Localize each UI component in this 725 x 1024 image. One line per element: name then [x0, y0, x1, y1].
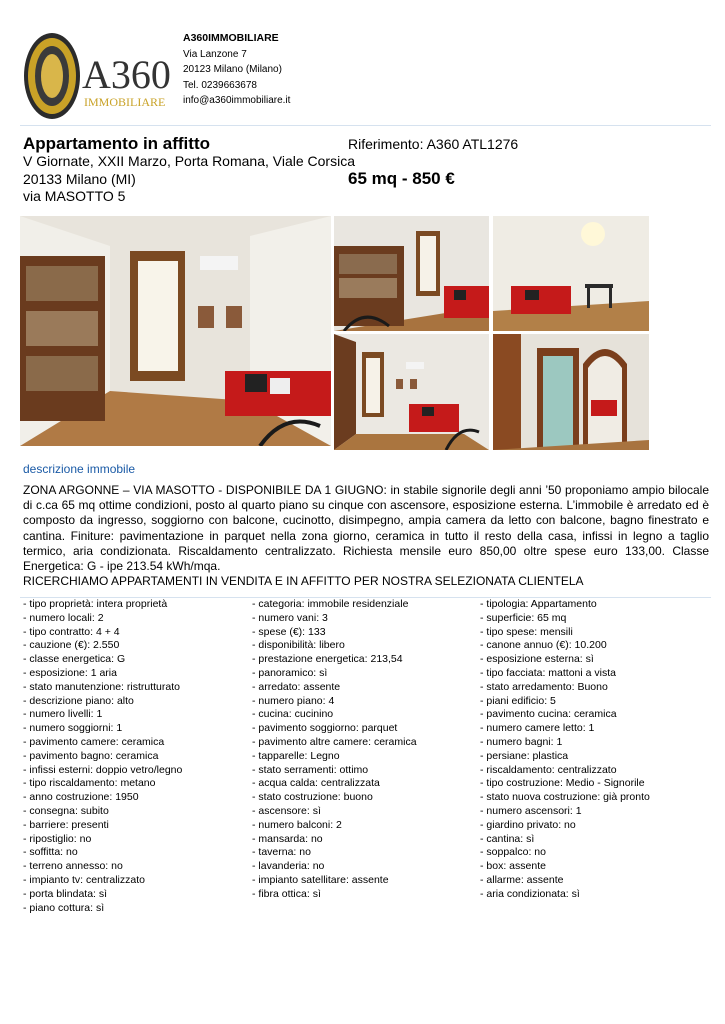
- agency-city: 20123 Milano (Milano): [183, 64, 282, 75]
- feature-item: - stato manutenzione: ristrutturato: [23, 680, 180, 693]
- feature-item: - pavimento bagno: ceramica: [23, 749, 159, 762]
- feature-item: - categoria: immobile residenziale: [252, 598, 409, 610]
- agency-phone: Tel. 0239663678: [183, 79, 257, 91]
- feature-item: - numero soggiorni: 1: [23, 722, 123, 735]
- description-label: descrizione immobile: [23, 462, 136, 476]
- feature-item: - superficie: 65 mq: [480, 611, 567, 624]
- description-text: ZONA ARGONNE – VIA MASOTTO - DISPONIBILE DA 1 GIUGNO: in stabile signorile degli anni ’50 proponiamo ampio bilocale di c.ca 65 mq ottime condizioni, posto al quarto piano su cinque con ascensore, esposizione esterna. L’immobile è arredato ed è composto da ingresso, soggiorno con balcone, cucinotto, disimpegno, ampia camera da letto con balcone, bagno finestrato e cantina. Finiture: pavimentazione in parquet nella zona giorno, ceramica in tutto il resto della casa, infissi in legno a taglio termico, aria condizionata. Riscaldamento centralizzato. Richiesta mensile euro 850,00 oltre spese euro 133,00. Classe Energetica: G - ipe 213.54 kWh/mqa.: [23, 483, 709, 574]
- agency-name: A360IMMOBILIARE: [183, 32, 279, 44]
- features-column-2: [252, 598, 417, 902]
- feature-item: - disponibilità: libero: [252, 639, 345, 652]
- photo-living-dining[interactable]: [493, 216, 649, 331]
- feature-item: - pavimento altre camere: ceramica: [252, 735, 417, 748]
- feature-item: - cucina: cucinino: [252, 708, 334, 721]
- feature-item: - tipo riscaldamento: metano: [23, 777, 156, 790]
- description-note: RICERCHIAMO APPARTAMENTI IN VENDITA E IN AFFITTO PER NOSTRA SELEZIONATA CLIENTELA: [23, 574, 584, 589]
- feature-item: - pavimento soggiorno: parquet: [252, 722, 398, 735]
- agency-street: Via Lanzone 7: [183, 48, 247, 60]
- feature-item: - stato costruzione: buono: [252, 791, 373, 804]
- listing-zone: V Giornate, XXII Marzo, Porta Romana, Viale Corsica: [23, 153, 355, 169]
- feature-item: - box: assente: [480, 860, 546, 873]
- feature-item: - terreno annesso: no: [23, 860, 123, 873]
- feature-item: - piano cottura: sì: [23, 901, 105, 914]
- feature-item: - fibra ottica: sì: [252, 887, 321, 900]
- feature-item: - arredato: assente: [252, 680, 341, 693]
- feature-item: - lavanderia: no: [252, 860, 325, 873]
- feature-item: - allarme: assente: [480, 873, 564, 886]
- feature-item: - tipo facciata: mattoni a vista: [480, 666, 616, 679]
- listing-size-price: 65 mq - 850 €: [348, 169, 455, 188]
- feature-item: - tipologia: Appartamento: [480, 598, 597, 610]
- feature-item: - tipo costruzione: Medio - Signorile: [480, 777, 645, 790]
- feature-item: - numero vani: 3: [252, 611, 328, 624]
- listing-street: via MASOTTO 5: [23, 188, 126, 204]
- feature-item: - tipo proprietà: intera proprietà: [23, 598, 168, 610]
- photo-living-room-2[interactable]: [334, 216, 489, 331]
- feature-item: - esposizione esterna: sì: [480, 653, 594, 666]
- feature-item: - taverna: no: [252, 846, 311, 859]
- svg-text:A360: A360: [82, 52, 171, 97]
- agency-contacts: [183, 31, 290, 109]
- feature-item: - porta blindata: sì: [23, 887, 108, 900]
- feature-item: - consegna: subito: [23, 804, 109, 817]
- photo-living-room-main[interactable]: [20, 216, 331, 446]
- features-column-1: [23, 598, 182, 915]
- agency-logo: [20, 30, 178, 122]
- feature-item: - aria condizionata: sì: [480, 887, 580, 900]
- feature-item: - ripostiglio: no: [23, 832, 92, 845]
- photo-hallway[interactable]: [493, 334, 649, 450]
- description-block: [23, 483, 709, 589]
- photo-living-room-3[interactable]: [334, 334, 489, 450]
- feature-item: - numero piano: 4: [252, 694, 335, 707]
- feature-item: - spese (€): 133: [252, 625, 326, 638]
- feature-item: - barriere: presenti: [23, 818, 109, 831]
- feature-item: - numero ascensori: 1: [480, 804, 582, 817]
- svg-text:IMMOBILIARE: IMMOBILIARE: [84, 95, 166, 109]
- feature-item: - canone annuo (€): 10.200: [480, 639, 607, 652]
- feature-item: - mansarda: no: [252, 832, 323, 845]
- features-column-3: [480, 598, 650, 902]
- agency-email[interactable]: info@a360immobiliare.it: [183, 95, 291, 106]
- listing-title: Appartamento in affitto: [23, 134, 210, 153]
- listing-reference: Riferimento: A360 ATL1276: [348, 136, 519, 152]
- feature-item: - soffitta: no: [23, 846, 78, 859]
- feature-item: - cantina: sì: [480, 832, 535, 845]
- feature-item: - impianto satellitare: assente: [252, 873, 389, 886]
- header-divider: [20, 125, 711, 126]
- feature-item: - soppalco: no: [480, 846, 546, 859]
- feature-item: - cauzione (€): 2.550: [23, 639, 120, 652]
- feature-item: - riscaldamento: centralizzato: [480, 763, 617, 776]
- feature-item: - giardino privato: no: [480, 818, 576, 831]
- feature-item: - impianto tv: centralizzato: [23, 873, 145, 886]
- feature-item: - tipo spese: mensili: [480, 625, 573, 638]
- feature-item: - tapparelle: Legno: [252, 749, 340, 762]
- feature-item: - anno costruzione: 1950: [23, 791, 139, 804]
- feature-item: - pavimento cucina: ceramica: [480, 708, 617, 721]
- feature-item: - piani edificio: 5: [480, 694, 556, 707]
- feature-item: - classe energetica: G: [23, 653, 126, 666]
- feature-item: - pavimento camere: ceramica: [23, 735, 165, 748]
- listing-city: 20133 Milano (MI): [23, 171, 136, 187]
- feature-item: - infissi esterni: doppio vetro/legno: [23, 763, 183, 776]
- feature-item: - numero locali: 2: [23, 611, 104, 624]
- feature-item: - numero camere letto: 1: [480, 722, 595, 735]
- feature-item: - numero balconi: 2: [252, 818, 342, 831]
- feature-item: - descrizione piano: alto: [23, 694, 134, 707]
- feature-item: - stato nuova costruzione: già pronto: [480, 791, 650, 804]
- feature-item: - acqua calda: centralizzata: [252, 777, 380, 790]
- feature-item: - panoramico: sì: [252, 666, 328, 679]
- feature-item: - numero livelli: 1: [23, 708, 103, 721]
- feature-item: - prestazione energetica: 213,54: [252, 653, 403, 666]
- feature-item: - ascensore: sì: [252, 804, 321, 817]
- feature-item: - stato serramenti: ottimo: [252, 763, 369, 776]
- feature-item: - persiane: plastica: [480, 749, 569, 762]
- feature-item: - esposizione: 1 aria: [23, 666, 117, 679]
- feature-item: - numero bagni: 1: [480, 735, 563, 748]
- feature-item: - stato arredamento: Buono: [480, 680, 608, 693]
- feature-item: - tipo contratto: 4 + 4: [23, 625, 120, 638]
